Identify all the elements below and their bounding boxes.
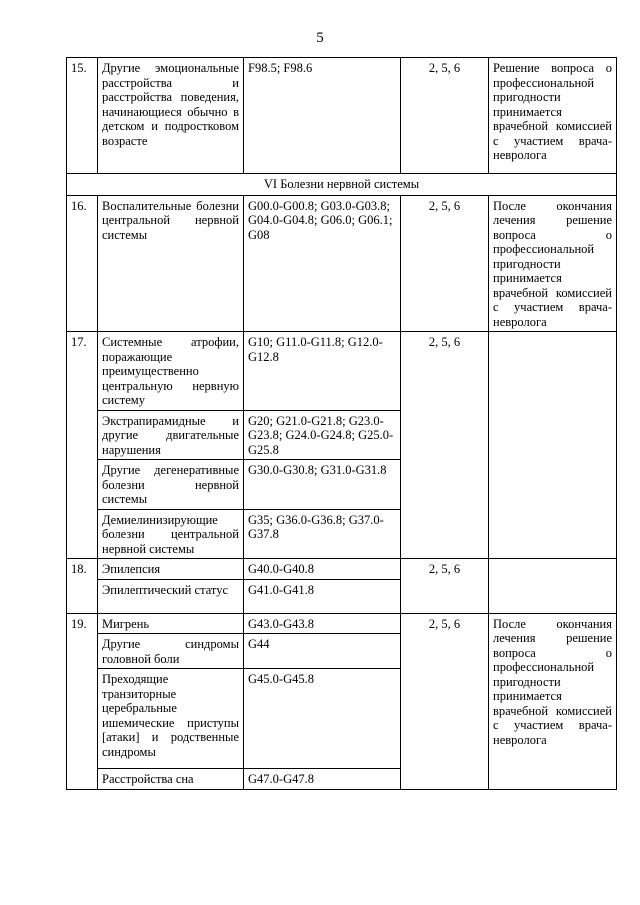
disease-name: Другие эмоциональные расстройства и расстройства поведения, начинающиеся обычно в детском и подростковом возрасте <box>98 58 244 174</box>
row-number: 19. <box>67 613 98 789</box>
section-header-row <box>67 174 617 196</box>
page-number: 5 <box>316 30 324 46</box>
disease-name: Другие дегенеративные болезни нервной системы <box>98 460 244 510</box>
contraindication-refs: 2, 5, 6 <box>401 58 489 174</box>
icd-codes: G20; G21.0-G21.8; G23.0-G23.8; G24.0-G24.8; G25.0-G25.8 <box>244 410 401 460</box>
icd-codes: G10; G11.0-G11.8; G12.0-G12.8 <box>244 332 401 411</box>
note: Решение вопроса о профессиональной пригодности принимается врачебной комиссией с участием врача-невролога <box>489 58 617 174</box>
row-number: 18. <box>67 559 98 614</box>
note <box>489 559 617 614</box>
disease-name: Преходящие транзиторные церебральные ишемические приступы [атаки] и родственные синдромы <box>98 669 244 769</box>
contraindications-table <box>66 57 617 790</box>
disease-name: Другие синдромы головной боли <box>98 634 244 669</box>
disease-name: Мигрень <box>98 613 244 634</box>
disease-name: Эпилепсия <box>98 559 244 580</box>
row-number: 16. <box>67 195 98 332</box>
section-title: VI Болезни нервной системы <box>67 174 617 196</box>
table-row <box>67 58 617 174</box>
icd-codes: G30.0-G30.8; G31.0-G31.8 <box>244 460 401 510</box>
icd-codes: G43.0-G43.8 <box>244 613 401 634</box>
table-row <box>67 332 617 411</box>
table-row <box>67 613 617 634</box>
disease-name: Демиелинизирующие болезни центральной нервной системы <box>98 509 244 559</box>
contraindication-refs: 2, 5, 6 <box>401 332 489 559</box>
row-number: 15. <box>67 58 98 174</box>
disease-name: Эпилептический статус <box>98 579 244 613</box>
disease-name: Воспалительные болезни центральной нервной системы <box>98 195 244 332</box>
table-row <box>67 195 617 332</box>
note <box>489 332 617 559</box>
row-number: 17. <box>67 332 98 559</box>
icd-codes: G47.0-G47.8 <box>244 769 401 790</box>
contraindication-refs: 2, 5, 6 <box>401 559 489 614</box>
note: После окончания лечения решение вопроса о профессиональной пригодности принимается врачебной комиссией с участием врача-невролога <box>489 613 617 789</box>
icd-codes: G41.0-G41.8 <box>244 579 401 613</box>
contraindication-refs: 2, 5, 6 <box>401 613 489 789</box>
table-row <box>67 559 617 580</box>
disease-name: Экстрапирамидные и другие двигательные нарушения <box>98 410 244 460</box>
icd-codes: G35; G36.0-G36.8; G37.0-G37.8 <box>244 509 401 559</box>
disease-name: Расстройства сна <box>98 769 244 790</box>
contraindication-refs: 2, 5, 6 <box>401 195 489 332</box>
disease-name: Системные атрофии, поражающие преимущественно центральную нервную систему <box>98 332 244 411</box>
icd-codes: G00.0-G00.8; G03.0-G03.8; G04.0-G04.8; G06.0; G06.1; G08 <box>244 195 401 332</box>
icd-codes: F98.5; F98.6 <box>244 58 401 174</box>
icd-codes: G44 <box>244 634 401 669</box>
icd-codes: G45.0-G45.8 <box>244 669 401 769</box>
note: После окончания лечения решение вопроса о профессиональной пригодности принимается врачебной комиссией с участием врача-невролога <box>489 195 617 332</box>
icd-codes: G40.0-G40.8 <box>244 559 401 580</box>
